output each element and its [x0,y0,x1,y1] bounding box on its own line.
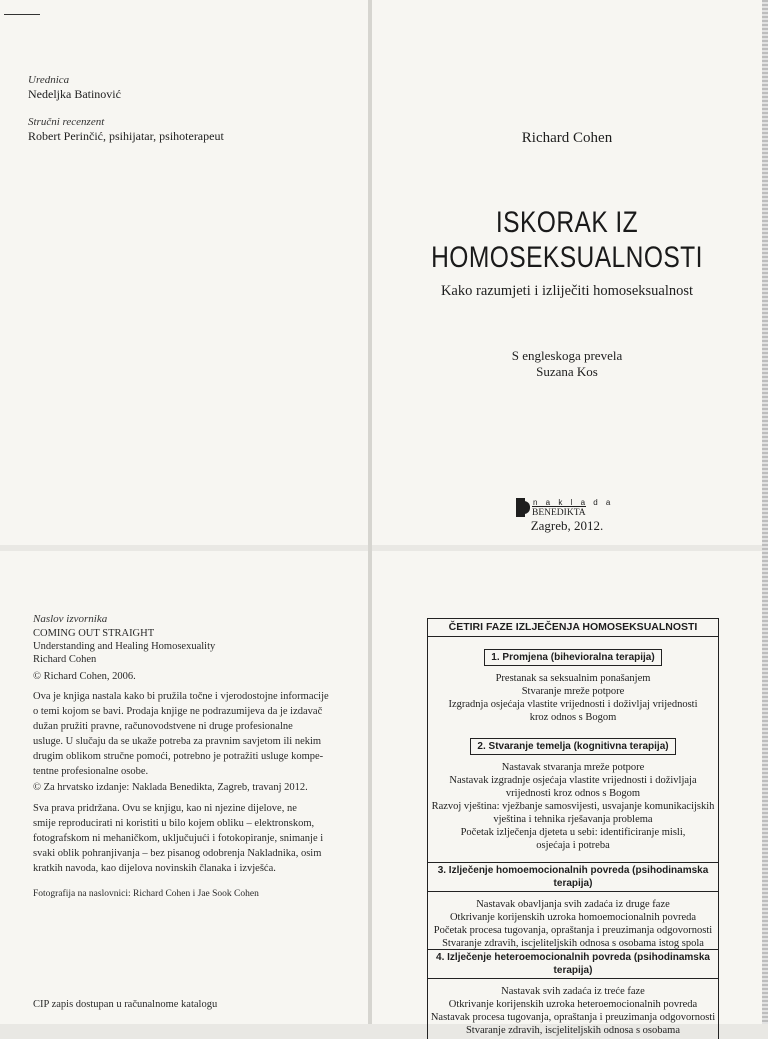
publisher-logo-name: BENEDIKTA [532,508,586,518]
reviewer-name: Robert Perinčić, psihijatar, psihoterapeut [28,129,224,143]
phase-item: kroz odnos s Bogom [529,712,617,723]
original-title-block [33,612,333,666]
rights-line: kratkih navoda, kao dijelova novinskih članaka i izvješća. [33,863,276,874]
reviewer-label: Stručni recenzent [28,116,105,128]
phase-item: Nastavak izgradnje osjećaja vlastite vrijednosti i doživljaja [449,775,697,786]
rights-line: Sva prava pridržana. Ovu se knjigu, kao ni njezine dijelove, ne [33,803,297,814]
phase-3 [428,862,718,950]
original-author: Richard Cohen [33,654,97,665]
copyright-page [0,551,368,1024]
phase-4 [428,949,718,1037]
place-year: Zagreb, 2012. [530,518,604,533]
author-name: Richard Cohen [521,130,613,146]
phase-title: 4. Izlječenje heteroemocionalnih povreda (psihodinamska terapija) [428,949,718,979]
disclaimer-line: Ova je knjiga nastala kako bi pružila točne i vjerodostojne informacije [33,691,329,702]
phase-item: Stvaranje zdravih, iscjeliteljskih odnosa s osobama istog spola [442,938,704,949]
croatian-edition: © Za hrvatsko izdanje: Naklada Benedikta, Zagreb, travanj 2012. [33,782,308,793]
translator-name: Suzana Kos [536,364,598,379]
book-title [407,205,727,275]
rights-line: fotografskom ni mehaničkom, uključujući i fotokopiranje, snimanje i [33,833,324,844]
scan-edge [762,0,768,1024]
phase-items [428,898,718,950]
phase-item: Početak izlječenja djeteta u sebi: identificiranje misli, [460,827,686,838]
original-title: COMING OUT STRAIGHT [33,628,155,639]
rights-line: smije reproducirati ni koristiti u bilo kojem obliku – elektronskom, [33,818,315,829]
phase-1 [428,647,718,724]
phase-2 [428,736,718,852]
phases-page [372,551,762,1036]
phase-item: Prestanak sa seksualnim ponašanjem [495,673,651,684]
disclaimer-line: drugim oblikom stručne pomoći, potrebno je potražiti usluge kompe- [33,751,324,762]
phase-item: vrijednosti kroz odnos s Bogom [505,788,641,799]
phase-item: Stvaranje mreže potpore [521,686,625,697]
top-rule [4,14,40,15]
disclaimer-line: dužan pružiti pravne, računovodstvene ni druge profesionalne [33,721,293,732]
phase-item: Otkrivanje korijenskih uzroka homoemocionalnih povreda [449,912,697,923]
phase-item: Stvaranje zdravih, iscjeliteljskih odnosa s osobama [465,1025,681,1036]
phases-table [427,618,719,1039]
publisher-logo-mark [516,498,525,517]
phase-item: Otkrivanje korijenskih uzroka heteroemocionalnih povreda [448,999,698,1010]
original-label: Naslov izvornika [33,613,108,625]
disclaimer-line: tentne profesionalne osobe. [33,766,149,777]
phase-item: osjećaja i potreba [536,840,610,851]
phase-item: Nastavak procesa tugovanja, opraštanja i preuzimanja odgovornosti [430,1012,716,1023]
phase-items [428,761,718,852]
phase-item: Nastavak svih zadaća iz treće faze [501,986,645,997]
phase-item: vještina i tehnika rješavanja problema [493,814,653,825]
editor-name: Nedeljka Batinović [28,87,121,101]
phase-title: 3. Izlječenje homoemocionalnih povreda (psihodinamska terapija) [428,862,718,892]
disclaimer-line: usluge. U slučaju da se ukaže potreba za pravnim savjetom ili nekim [33,736,322,747]
disclaimer-line: o temi kojom se bavi. Prodaja knjige ne podrazumijeva da je izdavač [33,706,323,717]
phase-items [428,985,718,1037]
title-line-1: ISKORAK IZ [495,206,639,239]
credits-page [0,0,368,545]
disclaimer [33,689,333,779]
phase-item: Razvoj vještina: vježbanje samosvijesti, usvajanje komunikacijskih [431,801,715,812]
rights-notice [33,801,333,876]
phase-items [428,672,718,724]
original-subtitle: Understanding and Healing Homosexuality [33,641,216,652]
photo-credit: Fotografija na naslovnici: Richard Cohen i Jae Sook Cohen [33,889,259,899]
publisher-logo-top: n a k l a d a [533,498,614,507]
title-line-2: HOMOSEKSUALNOSTI [431,241,703,274]
rights-line: svaki oblik pohranjivanja – bez pisanog odobrenja Nakladnika, osim [33,848,322,859]
book-subtitle: Kako razumjeti i izliječiti homoseksualnost [440,283,694,299]
title-page [372,0,762,545]
translator-block [372,348,762,380]
phase-item: Nastavak stvaranja mreže potpore [501,762,645,773]
phase-title: 2. Stvaranje temelja (kognitivna terapija) [470,738,675,755]
phase-title: 1. Promjena (bihevioralna terapija) [484,649,661,666]
editor-label: Urednica [28,74,70,86]
copyright-line: © Richard Cohen, 2006. [33,671,136,682]
table-heading: ČETIRI FAZE IZLJEČENJA HOMOSEKSUALNOSTI [428,619,718,637]
cip-notice: CIP zapis dostupan u računalnome katalogu [33,999,218,1010]
phase-item: Nastavak obavljanja svih zadaća iz druge faze [476,899,670,910]
translated-from: S engleskoga prevela [511,348,623,363]
publisher-logo [516,498,616,518]
phase-item: Izgradnja osjećaja vlastite vrijednosti i doživljaj vrijednosti [448,699,698,710]
phase-item: Početak procesa tugovanja, opraštanja i preuzimanja odgovornosti [433,925,713,936]
